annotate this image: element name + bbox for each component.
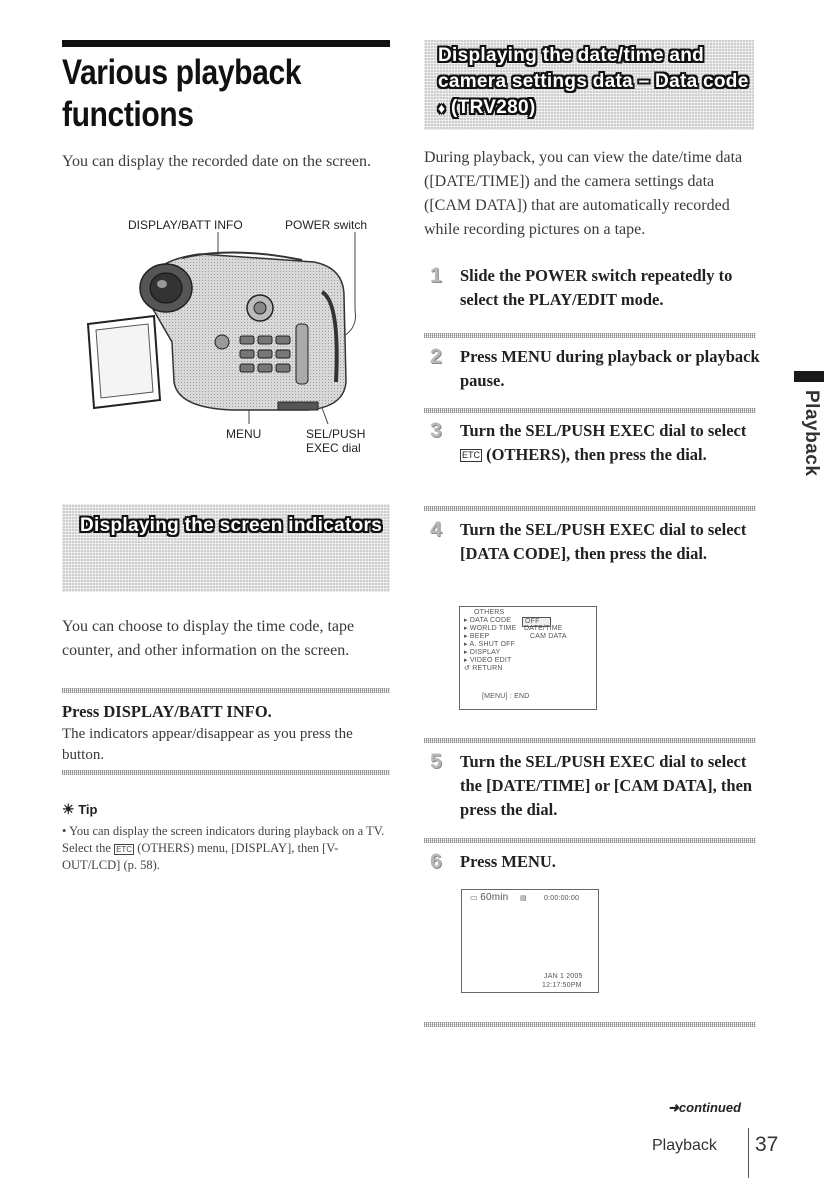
menu-item	[464, 665, 594, 673]
continued-text: continued	[678, 1100, 742, 1115]
menu-item	[464, 617, 594, 625]
indicators-heading: Displaying the screen indicators	[80, 515, 383, 536]
step-number: 1	[430, 264, 442, 287]
step-number: 6	[430, 850, 442, 873]
menu-screen	[459, 606, 597, 710]
tip-text-b: (OTHERS) menu, [DISPLAY], then [V-OUT/LCD] (p. 58).	[62, 841, 339, 872]
datacode-body: During playback, you can view the date/time data ([DATE/TIME]) and the camera settings data ([CAM DATA]) that are automatically recorded while recording pictures on a tape.	[424, 149, 743, 238]
menu-item-label: WORLD TIME	[469, 625, 517, 632]
step-number: 4	[430, 518, 442, 541]
menu-item-label: A. SHUT OFF	[469, 641, 516, 648]
label-menu: MENU	[226, 427, 262, 441]
divider	[62, 688, 390, 693]
title-rule	[62, 40, 390, 47]
footer-section: Playback	[652, 1137, 717, 1154]
label-sel-push-line2: EXEC dial	[306, 441, 361, 455]
step-text: Press MENU.	[460, 852, 556, 871]
battery-icon: ▭	[470, 893, 481, 902]
step-text: Slide the POWER switch repeatedly to select the PLAY/EDIT mode.	[460, 266, 733, 309]
battery-value: 60min	[480, 892, 509, 903]
step-text-a: Turn the SEL/PUSH EXEC dial to select	[460, 421, 747, 440]
menu-item	[464, 633, 594, 641]
model-icon: ♦	[438, 100, 446, 116]
menu-item-label: BEEP	[469, 633, 490, 640]
menu-item-label: DATA CODE	[469, 617, 512, 624]
date-readout: JAN 1 2005	[544, 973, 583, 980]
battery-indicator	[470, 894, 508, 902]
datacode-heading-line3-text: (TRV280)	[451, 97, 536, 118]
step-text: Turn the SEL/PUSH EXEC dial to select the [DATE/TIME] or [CAM DATA], then press the dial.	[460, 752, 753, 819]
time-readout: 12:17:50PM	[542, 982, 582, 989]
divider	[424, 738, 756, 743]
menu-items	[464, 617, 594, 673]
tip-text-a: You can display the screen indicators during playback on a TV. Select the	[62, 824, 385, 855]
divider	[424, 408, 756, 413]
data-code-icon: ▤	[520, 895, 527, 902]
menu-item	[464, 657, 594, 665]
menu-title: OTHERS	[474, 609, 505, 616]
datacode-banner	[424, 40, 754, 130]
menu-item	[464, 625, 594, 633]
etc-icon: ETC	[462, 450, 480, 460]
label-display-batt-info: DISPLAY/BATT INFO	[128, 218, 243, 232]
timecode: 0:00:00:00	[544, 895, 580, 902]
menu-item-value: DATE/TIME	[524, 625, 563, 632]
menu-item-label: RETURN	[472, 665, 503, 672]
page-title: Various playback functions	[62, 53, 302, 134]
page-number: 37	[755, 1133, 779, 1156]
return-icon: ↺	[464, 665, 473, 672]
intro-text: You can display the recorded date on the screen.	[62, 153, 371, 170]
menu-item-icon: ▸	[464, 625, 470, 632]
camcorder-illustration	[82, 232, 372, 432]
bullet-icon: •	[62, 824, 67, 838]
datacode-heading-line2: camera settings data – Data code	[438, 71, 749, 92]
indicators-step-body: The indicators appear/disappear as you press the button.	[62, 726, 353, 763]
menu-item-label: VIDEO EDIT	[469, 657, 512, 664]
menu-item	[464, 649, 594, 657]
playback-screen	[461, 889, 599, 993]
menu-item-icon: ▸	[464, 641, 470, 648]
tip-label: Tip	[78, 802, 98, 817]
menu-footer: [MENU] : END	[482, 693, 530, 700]
indicators-banner	[62, 504, 390, 592]
label-sel-push-line1: SEL/PUSH	[306, 427, 366, 441]
menu-item-label: DISPLAY	[469, 649, 501, 656]
step-text: Press MENU during playback or playback pause.	[460, 347, 760, 390]
divider	[62, 770, 390, 775]
menu-item-icon: ▸	[464, 657, 470, 664]
divider	[424, 506, 756, 511]
menu-item-icon: ▸	[464, 633, 470, 640]
datacode-heading-line1: Displaying the date/time and	[438, 45, 705, 66]
side-tab-marker	[794, 371, 824, 382]
divider	[424, 838, 756, 843]
datacode-heading-line3	[438, 97, 535, 119]
divider	[424, 1022, 756, 1027]
continued-marker	[668, 1100, 741, 1116]
menu-item-value: CAM DATA	[530, 633, 567, 640]
etc-icon: ETC	[116, 845, 133, 854]
footer-rule	[748, 1128, 749, 1178]
step-number: 3	[430, 419, 442, 442]
tip-header	[62, 801, 97, 818]
tip-bulb-icon: ☀	[62, 801, 75, 817]
menu-item-icon: ▸	[464, 617, 470, 624]
step-text-b: (OTHERS), then press the dial.	[486, 445, 707, 464]
divider	[424, 333, 756, 338]
tip-text	[62, 823, 394, 874]
indicators-step-title: Press DISPLAY/BATT INFO.	[62, 702, 272, 721]
menu-item	[464, 641, 594, 649]
step-number: 2	[430, 345, 442, 368]
step-text: Turn the SEL/PUSH EXEC dial to select [DATA CODE], then press the dial.	[460, 520, 747, 563]
side-tab-label: Playback	[801, 390, 822, 477]
menu-item-value: OFF	[522, 617, 551, 627]
indicators-body: You can choose to display the time code, tape counter, and other information on the screen.	[62, 618, 355, 659]
menu-item-icon: ▸	[464, 649, 470, 656]
step-number: 5	[430, 750, 442, 773]
arrow-right-icon: ➜	[668, 1100, 679, 1115]
label-power-switch: POWER switch	[285, 218, 368, 232]
step-text	[460, 419, 760, 467]
